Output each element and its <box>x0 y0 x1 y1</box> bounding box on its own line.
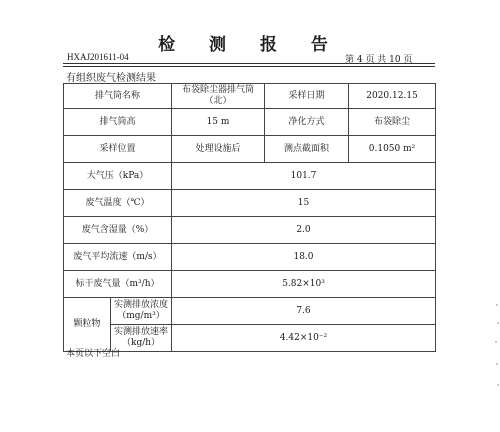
table-row <box>64 244 436 271</box>
label-sampling-date: 采样日期 <box>265 84 349 109</box>
scan-marks <box>494 300 500 400</box>
report-number: HXAJ201611-04 <box>67 52 129 62</box>
value-purification-method: 布袋除尘 <box>349 109 436 136</box>
label-emission-concentration: 实测排放浓度（mg/m³） <box>111 298 172 325</box>
value-moisture: 2.0 <box>172 217 436 244</box>
label-stack-height: 排气筒高 <box>64 109 172 136</box>
value-temperature: 15 <box>172 190 436 217</box>
value-flow: 5.82×10³ <box>172 271 436 298</box>
label-pressure: 大气压（kPa） <box>64 163 172 190</box>
header-rule-bottom <box>63 66 435 67</box>
label-temperature: 废气温度（℃） <box>64 190 172 217</box>
value-stack-height: 15 m <box>172 109 265 136</box>
label-stack-name: 排气筒名称 <box>64 84 172 109</box>
header-rule-top <box>63 63 435 64</box>
footer-note: 本页以下空白 <box>66 349 121 359</box>
value-stack-name: 布袋除尘器排气筒（北） <box>172 84 265 109</box>
table-row <box>64 271 436 298</box>
value-section-area: 0.1050 m² <box>349 136 436 163</box>
section-title: 有组织废气检测结果 <box>66 73 156 84</box>
label-flow: 标干废气量（m³/h） <box>64 271 172 298</box>
label-purification-method: 净化方式 <box>265 109 349 136</box>
table-row <box>64 190 436 217</box>
value-pressure: 101.7 <box>172 163 436 190</box>
table-row <box>64 163 436 190</box>
page-indicator: 第 4 页 共 10 页 <box>345 55 413 65</box>
value-sampling-location: 处理设施后 <box>172 136 265 163</box>
table-row <box>64 109 436 136</box>
label-emission-rate: 实测排放速率（kg/h） <box>111 325 172 352</box>
label-sampling-location: 采样位置 <box>64 136 172 163</box>
value-emission-concentration: 7.6 <box>172 298 436 325</box>
value-velocity: 18.0 <box>172 244 436 271</box>
emission-results-table <box>63 83 436 352</box>
report-title: 检 测 报 告 <box>158 35 342 55</box>
label-section-area: 测点截面积 <box>265 136 349 163</box>
table-row <box>64 298 436 325</box>
table-row <box>64 217 436 244</box>
label-velocity: 废气平均流速（m/s） <box>64 244 172 271</box>
label-particulate: 颗粒物 <box>64 298 111 352</box>
label-moisture: 废气含湿量（%） <box>64 217 172 244</box>
table-row <box>64 84 436 109</box>
value-emission-rate: 4.42×10⁻² <box>172 325 436 352</box>
value-sampling-date: 2020.12.15 <box>349 84 436 109</box>
table-row <box>64 136 436 163</box>
